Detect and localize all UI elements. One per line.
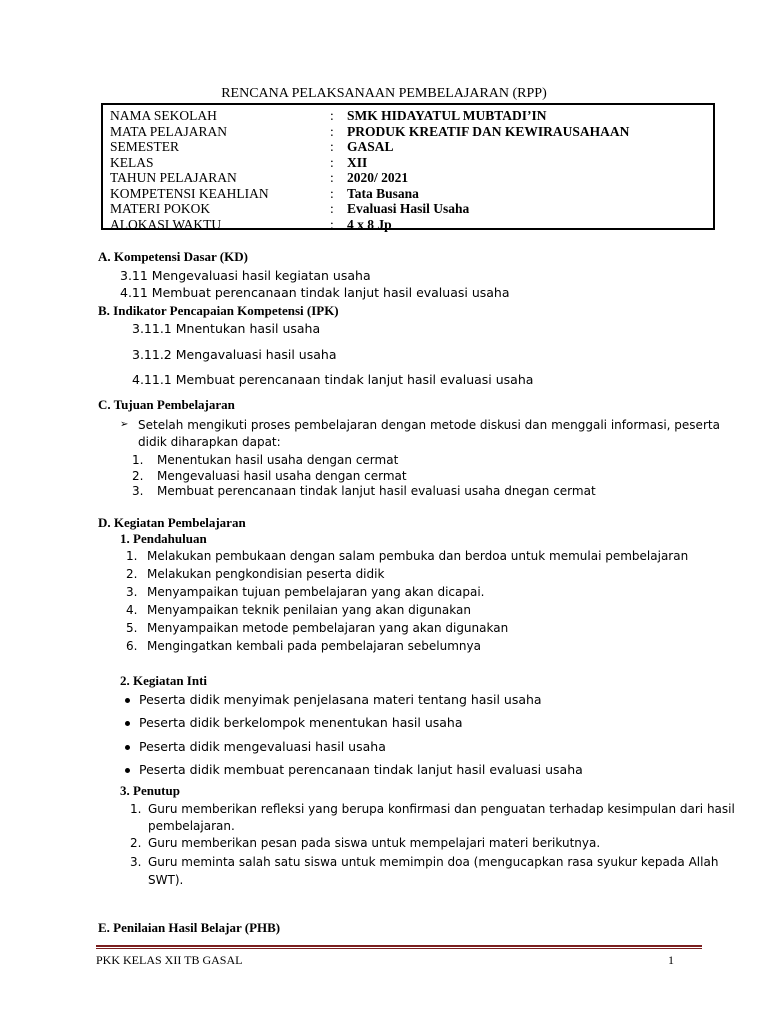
list-number: 4. — [126, 603, 138, 617]
footer-text: PKK KELAS XII TB GASAL — [96, 953, 243, 967]
goal-item: Membuat perencanaan tindak lanjut hasil evaluasi usaha dnegan cermat — [157, 484, 596, 498]
goal-item: Menentukan hasil usaha dengan cermat — [157, 453, 399, 467]
list-number: 3. — [126, 585, 138, 599]
info-colon: : — [330, 108, 334, 123]
ipk-item: 3.11.1 Mnentukan hasil usaha — [132, 321, 321, 336]
core-activity-item: Peserta didik menyimak penjelasana materi tentang hasil usaha — [139, 692, 542, 707]
intro-item: Menyampaikan tujuan pembelajaran yang akan dicapai. — [147, 585, 485, 599]
info-label: MATA PELAJARAN — [110, 123, 228, 139]
list-number: 1. — [132, 453, 144, 467]
info-value: Evaluasi Hasil Usaha — [347, 201, 470, 216]
info-label: KELAS — [110, 154, 154, 170]
goal-item: Mengevaluasi hasil usaha dengan cermat — [157, 469, 407, 483]
info-value: XII — [347, 154, 368, 170]
subsection-heading: 1. Pendahuluan — [120, 531, 207, 546]
bullet-icon — [125, 745, 130, 750]
info-label: ALOKASI WAKTU — [110, 216, 222, 232]
subsection-heading: 3. Penutup — [120, 783, 180, 798]
bullet-icon — [125, 698, 130, 703]
core-activity-item: Peserta didik membuat perencanaan tindak lanjut hasil evaluasi usaha — [139, 762, 583, 777]
list-number: 3. — [132, 484, 144, 498]
list-number: 6. — [126, 639, 138, 653]
info-value: 4 x 8 Jp — [347, 216, 392, 232]
info-label: SEMESTER — [110, 139, 180, 154]
footer-divider-thin — [96, 948, 702, 949]
kd-item: 4.11 Membuat perencanaan tindak lanjut hasil evaluasi usaha — [120, 285, 510, 300]
info-colon: : — [330, 216, 334, 232]
intro-item: Melakukan pembukaan dengan salam pembuka dan berdoa untuk memulai pembelajaran — [147, 549, 689, 563]
closing-item: Guru memberikan pesan pada siswa untuk mempelajari materi berikutnya. — [148, 836, 601, 850]
core-activity-item: Peserta didik mengevaluasi hasil usaha — [139, 739, 386, 754]
intro-item: Menyampaikan metode pembelajaran yang akan digunakan — [147, 621, 509, 635]
list-number: 1. — [130, 802, 142, 816]
info-label: NAMA SEKOLAH — [110, 108, 217, 123]
kd-item: 3.11 Mengevaluasi hasil kegiatan usaha — [120, 268, 371, 283]
section-a-heading: A. Kompetensi Dasar (KD) — [98, 249, 248, 264]
section-c-heading: C. Tujuan Pembelajaran — [98, 397, 235, 412]
document-title: RENCANA PELAKSANAAN PEMBELAJARAN (RPP) — [221, 86, 547, 101]
info-value: 2020/ 2021 — [347, 170, 409, 185]
info-value: SMK HIDAYATUL MUBTADI’IN — [347, 108, 547, 123]
info-label: MATERI POKOK — [110, 201, 211, 216]
info-colon: : — [330, 201, 334, 216]
goal-intro-line: Setelah mengikuti proses pembelajaran dengan metode diskusi dan menggali informasi, peserta — [138, 418, 720, 432]
intro-item: Mengingatkan kembali pada pembelajaran sebelumnya — [147, 639, 481, 653]
bullet-icon — [125, 721, 130, 726]
ipk-item: 3.11.2 Mengavaluasi hasil usaha — [132, 347, 337, 362]
info-label: KOMPETENSI KEAHLIAN — [110, 185, 269, 201]
info-value: GASAL — [347, 139, 394, 154]
bullet-icon — [125, 768, 130, 773]
list-number: 1. — [126, 549, 138, 563]
closing-item-cont: SWT). — [148, 873, 184, 887]
info-colon: : — [330, 185, 334, 201]
info-colon: : — [330, 139, 334, 154]
info-label: TAHUN PELAJARAN — [110, 170, 237, 185]
ipk-item: 4.11.1 Membuat perencanaan tindak lanjut hasil evaluasi usaha — [132, 372, 534, 387]
arrow-bullet-icon: ➢ — [120, 419, 129, 430]
list-number: 2. — [132, 469, 144, 483]
list-number: 5. — [126, 621, 138, 635]
intro-item: Menyampaikan teknik penilaian yang akan digunakan — [147, 603, 471, 617]
section-d-heading: D. Kegiatan Pembelajaran — [98, 515, 246, 530]
subsection-heading: 2. Kegiatan Inti — [120, 673, 208, 688]
closing-item: Guru memberikan refleksi yang berupa konfirmasi dan penguatan terhadap kesimpulan dari hasil — [148, 802, 735, 816]
core-activity-item: Peserta didik berkelompok menentukan hasil usaha — [139, 715, 463, 730]
closing-item: Guru meminta salah satu siswa untuk memimpin doa (mengucapkan rasa syukur kepada Allah — [148, 855, 719, 869]
page-number: 1 — [668, 953, 674, 967]
intro-item: Melakukan pengkondisian peserta didik — [147, 567, 385, 581]
closing-item-cont: pembelajaran. — [148, 819, 235, 833]
list-number: 3. — [130, 855, 142, 869]
info-value: Tata Busana — [347, 185, 419, 201]
info-colon: : — [330, 170, 334, 185]
footer-divider — [96, 945, 702, 947]
info-table — [101, 103, 715, 230]
list-number: 2. — [130, 836, 142, 850]
info-value: PRODUK KREATIF DAN KEWIRAUSAHAAN — [347, 123, 630, 139]
list-number: 2. — [126, 567, 138, 581]
info-colon: : — [330, 123, 334, 139]
section-b-heading: B. Indikator Pencapaian Kompetensi (IPK) — [98, 303, 339, 318]
section-e-heading: E. Penilaian Hasil Belajar (PHB) — [98, 920, 281, 935]
info-colon: : — [330, 154, 334, 170]
goal-intro-line: didik diharapkan dapat: — [138, 435, 281, 449]
